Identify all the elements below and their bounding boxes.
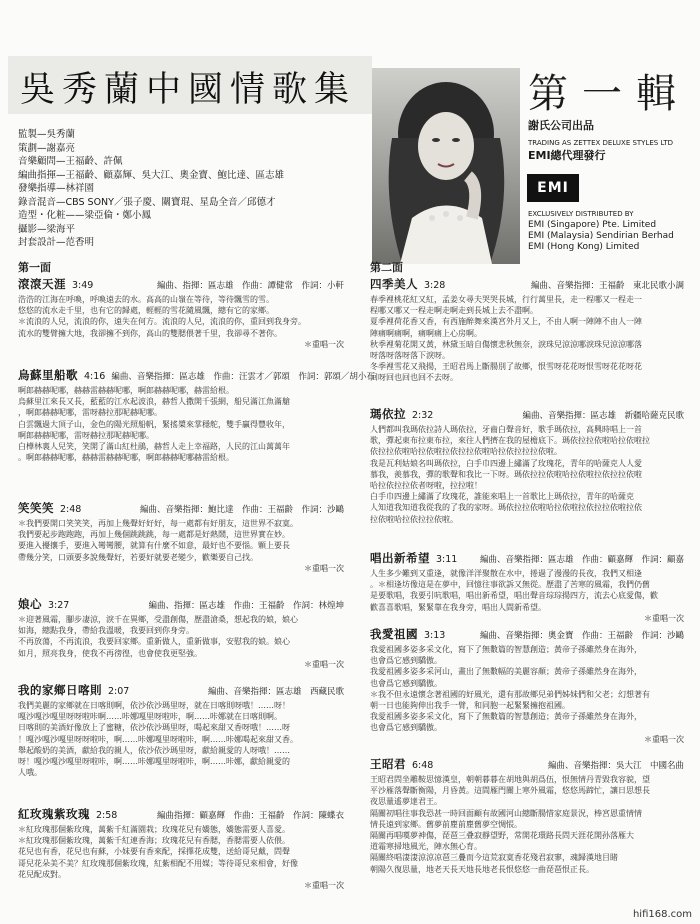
- lyric-line: 白樺林裏人兒笑，笑開了滿山紅杜鵑，赫哲人走上幸福路，人民的江山萬萬年: [18, 442, 290, 452]
- song-block: [370, 756, 684, 875]
- song-header: [370, 276, 684, 292]
- lyric-line: 流水的雙臂擁大地，我卻擁不到你，高山的雙腮偎著千里，我卻尋不著你。: [18, 328, 282, 338]
- lyric-line: 王昭君問坐雕鞍思憶漢皇，朝朝暮暮在胡地與胡爲伍，恨無情丹青毀我容貌，望: [370, 775, 650, 784]
- publisher-en: TRADING AS ZETTEX DELUXE STYLES LTD: [528, 139, 674, 147]
- song-header: [18, 500, 344, 516]
- song-title: 笑笑笑: [18, 501, 54, 515]
- lyric-line: 呀！嘎沙嘎沙嘎里呀啦咔，啊……咔娜嘎里呀啦咔，啊……咔娜，獻給親愛的: [18, 757, 290, 767]
- song-credits: 編曲、指揮：區志雄 作曲：譚健常 作詞：小軒: [156, 281, 344, 291]
- song-block: [370, 276, 684, 384]
- lyric-line: 呀落呀落呀落下淚呀。: [370, 351, 450, 361]
- lyric-line: 悠悠的流水走千里，也有它的歸處，輕輕的雪花隨風飄，總有它的家鄉。: [18, 306, 274, 316]
- lyric-line: 舉起酸奶的美酒，獻給我的親人，依沙依沙瑪里呀，獻給親愛的人呀哦！……: [18, 745, 290, 755]
- watermark: hifi168.com: [632, 909, 692, 920]
- song-credits: 編曲、音樂指揮：王福齡 東北民歌小調: [530, 281, 684, 291]
- lyric-line: 我是瓦利姑娘名叫瑪依拉，白手巾四邊上繡滿了玫瑰花，青年的哈薩克人人愛: [370, 458, 642, 468]
- repeat-note: ＊重唱一次: [644, 734, 684, 744]
- song-title: 烏蘇里船歌: [18, 368, 78, 382]
- lyric-line: 我們美麗的家鄉就在日喀則啊，依沙依沙瑪里呀，就在日喀則呀哦！……呀！: [18, 701, 290, 710]
- lyric-line: ，啊郎赫赫呢哪，雷呀赫拉那呢赫呢哪。: [18, 408, 162, 418]
- distrib-label: EXCLUSIVELY DISTRIBUTED BY: [528, 210, 634, 218]
- song-duration: 2:32: [412, 410, 434, 421]
- song-duration: 2:07: [108, 686, 130, 697]
- song-block: [18, 682, 344, 778]
- song-block: [18, 367, 375, 463]
- lyric-line: 白雲飄過大頂子山，金色的陽光照船帆，緊搖槳來掌穩舵，雙手贏得豐收年，: [18, 419, 290, 429]
- song-title: 娘心: [18, 597, 42, 611]
- singer-photo: [372, 68, 520, 264]
- song-duration: 3:49: [72, 280, 94, 291]
- lyric-line: 。啊郎赫赫呢哪，赫赫雷赫赫呢哪，啊郎赫赫呢哪赫雷給根。: [18, 453, 234, 463]
- emi-logo: EMI: [527, 174, 579, 202]
- song-credits: 編曲、音樂指揮：區志雄 西藏民歌: [207, 687, 344, 697]
- repeat-note: ＊重唱一次: [304, 339, 344, 349]
- credit-line: 錄音混音—CBS SONY／張子慶、關寶琨、星島全音／邱德才: [18, 196, 276, 208]
- lyric-line: 道霜寒掃地風光，陣水無心育。: [370, 842, 482, 852]
- song-duration: 4:16: [84, 371, 106, 382]
- lyric-line: 情長遠到家鄉。舊夢前塵前塵舊夢空惆悵。: [370, 819, 522, 829]
- credit-line: 音樂顧問—王福齡、許佩: [18, 156, 123, 167]
- song-lyrics: [18, 385, 344, 463]
- lyric-line: 也會爲它感到驕傲。: [370, 656, 442, 666]
- lyric-line: 如海，總點我身，帶給我溫暖，我要回到你身旁。: [18, 626, 194, 636]
- song-lyrics: [370, 774, 684, 875]
- song-block: [370, 406, 684, 525]
- lyric-line: 浩浩的江海在呼喚，呼喚遠去的水。高高的山嶺在等待，等待飄雪的雪。: [18, 295, 274, 304]
- song-title: 我的家鄉日喀則: [18, 683, 102, 697]
- lyric-line: 冬季裡雪花又飛揚，王昭君馬上斷腸別了故鄉，恨雪呀花花呀恨雪呀花花呀花: [370, 362, 642, 372]
- lyric-line: 帶幾分笑，口頭要多說幾聲好，若要好就要老變少，歡樂要自己找。: [18, 552, 258, 562]
- song-credits: 編曲、音樂指揮：區志雄 作曲：顧嘉輝 作詞：顧嘉: [479, 555, 684, 565]
- lyric-line: ＊紅玫瑰那個紫玫瑰，萬紫千紅連香海；玫瑰花兒有香腮，香腮需要人依偎。: [18, 836, 290, 846]
- publisher-agent: EMI總代理發行: [528, 149, 606, 162]
- lyric-line: 夏季裡荷花香又香，有西施醉舞來漢宮外月又上，不由人啊一陣陣不由人一陣: [370, 317, 642, 327]
- lyric-line: 啊郎赫赫呢哪，雷呀赫拉那呢赫呢哪。: [18, 430, 154, 440]
- lyric-line: 嘎沙嘎沙嘎里呀呀啦咔啊……咔娜嘎里呀啦咔，啊……咔娜就在日喀則啊。: [18, 712, 282, 722]
- song-title: 唱出新希望: [370, 551, 430, 565]
- lyric-line: 人生多少難到又重逢，就像洋洋聚散在水中，捲過了漫漫的長夜，我們又相逢: [370, 569, 642, 578]
- repeat-note: ＊重唱一次: [304, 881, 344, 891]
- song-credits: 編曲、音樂指揮：吳大江 中國名曲: [547, 761, 684, 771]
- lyric-line: 春季裡桃花紅又紅，孟姜女尋夫哭哭長城，行行萬里長，走一程哪又一程走一: [370, 295, 642, 304]
- song-block: [18, 596, 344, 670]
- song-header: [18, 682, 344, 698]
- song-title: 四季美人: [370, 277, 418, 291]
- lyric-line: 回呀回也回也回不去呀。: [370, 373, 458, 383]
- lyric-line: 朝陽久復思量，地老天長天地長地老長恨悠悠一曲琵琶恨正長。: [370, 864, 594, 874]
- song-lyrics: [370, 644, 684, 734]
- lyric-line: 隔關初唱往事我恐甚一時回面顧有故國河山總斷腸惜家庭景況，棒宮恩重情情: [370, 808, 642, 818]
- lyric-line: 我愛祖國多姿多采文化，寫下了無數篇的智慧創造；黃帝子孫雖然身在海外，: [370, 712, 642, 722]
- portrait-illustration: [372, 68, 520, 264]
- volume-title: 第一輯: [528, 71, 690, 117]
- lyric-line: 陣痛啊痛啊，痛啊痛上心房啊。: [370, 328, 482, 338]
- publisher-cn: 謝氏公司出品: [528, 119, 594, 132]
- lyric-line: 啊郎赫赫呢哪，赫赫雷赫赫呢哪，啊郎赫赫呢哪，赫雷給根。: [18, 386, 234, 395]
- song-block: [370, 550, 684, 624]
- lyric-line: 也會爲它感到驕傲。: [370, 678, 442, 688]
- song-header: [370, 756, 684, 772]
- song-lyrics: [18, 294, 344, 339]
- song-lyrics: [18, 700, 344, 778]
- song-title: 我愛祖國: [370, 627, 418, 641]
- lyric-line: 也會爲它感到驕傲。: [370, 723, 442, 733]
- song-block: [18, 276, 344, 350]
- song-block: [370, 626, 684, 745]
- lyric-line: ＊迎著風霜，腳步凄涼，淚千在異鄉，受盡創傷，歷盡滄桑，想起我的娘，娘心: [18, 615, 298, 624]
- song-lyrics: [18, 824, 344, 880]
- song-duration: 3:27: [48, 600, 70, 611]
- song-lyrics: [370, 424, 684, 525]
- lyric-line: 依拉拉依啦哈拉依啦拉依拉拉依啦哈拉依拉拉拉依啦。: [370, 447, 562, 457]
- song-duration: 3:28: [424, 280, 446, 291]
- repeat-note: ＊重唱一次: [644, 613, 684, 623]
- song-lyrics: [370, 568, 684, 613]
- lyric-line: 如月，照亮我身，使我不再徬徨，也會使我更堅強。: [18, 648, 202, 658]
- song-header: [18, 596, 344, 612]
- lyric-line: 歡喜喜歌唱，緊緊靠在我身旁，唱出人間新希望。: [370, 602, 546, 612]
- song-credits: 編曲、音樂指揮：奧金寶 作曲：王福齡 作詞：沙鷗: [479, 631, 684, 641]
- song-title: 滾滾天涯: [18, 277, 66, 291]
- song-duration: 3:11: [436, 554, 458, 565]
- lyric-line: 我愛祖國多姿多采河山，畫出了無數幅的美麗容顏；黃帝子孫雖然身在海外，: [370, 667, 642, 677]
- credit-line: 封套設計—范香明: [18, 237, 95, 248]
- song-credits: 編曲指揮：顧嘉輝 作曲：王福齡 作詞：陳蝶衣: [156, 811, 344, 821]
- credit-line: 策劃—謝嘉亮: [18, 142, 76, 154]
- album-title: 吳秀蘭中國情歌集: [20, 70, 357, 110]
- song-credits: 編曲、音樂指揮：鮑比達 作曲：王福齡 作詞：沙鷗: [139, 505, 344, 515]
- lyric-line: 花兒也有香，花兒也有蘇，小妹要有香來配，採擇花成雙，送給哥兒戴，問聲: [18, 847, 290, 857]
- lyric-line: 人們都叫我瑪依拉詩人瑪依拉，牙齒白聲音好，歌手瑪依拉，高興時唱上一首: [370, 425, 642, 434]
- lyric-line: 我愛祖國多姿多采文化，寫下了無數篇的智慧創造；黃帝子孫雖然身在海外，: [370, 645, 642, 654]
- song-duration: 2:58: [96, 810, 118, 821]
- song-header: [18, 367, 375, 383]
- credit-line: 造型・化粧——梁亞倫・鄭小鳳: [18, 210, 152, 221]
- song-duration: 2:48: [60, 504, 82, 515]
- song-credits: 編曲、指揮：區志雄 作曲：王福齡 作詞：林煌坤: [148, 601, 344, 611]
- lyric-line: 是要歌唱，我要引吭歌唱，唱出新希望，唱出聲音琮琮揚四方，流去心底愛傷，歡: [370, 591, 658, 601]
- distrib-line: EMI (Hong Kong) Limited: [528, 242, 640, 252]
- lyric-line: 人哦。: [18, 768, 42, 778]
- song-block: [18, 500, 344, 574]
- lyric-line: 秋季裡菊花開又黃，林黛玉暗自傷懷悲秋無奈，淚珠兒涼涼哪淚珠兒涼涼哪落: [370, 339, 642, 349]
- credits-block: [18, 128, 284, 250]
- song-title: 瑪依拉: [370, 407, 406, 421]
- lyric-line: 平沙雁落聲斷衡陽，月昏黃。這間雁門關上寒外風霜，悠悠馬蹄忙，讓日思想長: [370, 786, 650, 796]
- lyric-line: 哈拉依拉拉依者呀啦，拉拉啦！: [370, 481, 482, 491]
- lyric-line: 不再放蕩，不再流浪，我要回家鄉。重新做人，重新做事，安慰我的娘。娘心: [18, 637, 290, 647]
- song-header: [18, 806, 344, 822]
- lyric-line: 隔關再唱嘆夢神傷，琵琶三叠寂靜望野，常開花環路長問天涯花開孙落雁大: [370, 831, 634, 841]
- lyric-line: ＊紅玫瑰那個紫玫瑰，萬紫千紅滿園栽；玫瑰花兒有嬌態，嬌態需要人喜愛。: [18, 825, 290, 834]
- lyric-line: 烏蘇里江來長又長，藍藍的江水起波浪，赫哲人撒開千張網，船兒滿江魚滿艙: [18, 397, 290, 407]
- lyric-line: 人知道我知道我從我的了我的家呀。瑪依拉拉依啦哈拉依啦拉依拉拉依啦拉依: [370, 503, 642, 513]
- lyric-line: ＊我們要開口笑笑笑，再加上幾聲好好好，每一處都有好朋友，這世界不寂寞。: [18, 519, 298, 528]
- credit-line: 編曲指揮—王福齡、顧嘉輝、吳大江、奧金寶、鮑比達、區志雄: [18, 169, 285, 181]
- song-header: [370, 550, 684, 566]
- lyric-line: 。＊相逢坊像這是在夢中，回憶往事欲訴又無從。歷盡了苦寒的風霜，我們仍舊: [370, 580, 650, 590]
- song-block: [18, 806, 344, 891]
- credit-line: 發樂指導—林祥園: [18, 183, 95, 194]
- lyric-line: 花兒配成對。: [18, 869, 66, 879]
- song-lyrics: [370, 294, 684, 384]
- lyric-line: 哥兒花朵美不美？紅玫瑰那個紫玫瑰，紅紫相配不用媒；等待哥兒來相會，好像: [18, 858, 298, 868]
- lyric-line: 隔關終唱淒淒涼涼凉琶三疊而今這荒寂寞香花殘君寂寥，魂歸漢地目睹: [370, 853, 618, 863]
- distrib-line: EMI (Malaysia) Sendirian Berhad: [528, 231, 674, 241]
- credit-line: 攝影—梁海平: [18, 223, 76, 235]
- lyric-line: 日喀則的美酒好像放上了蜜糖，依沙依沙瑪里呀，喝起來甜又香呀哦！……呀: [18, 723, 290, 733]
- song-duration: 6:48: [412, 760, 434, 771]
- lyric-line: 朝一日也能夠伸出我手一臂，和同胞一起緊緊擁抱祖國。: [370, 701, 570, 711]
- song-header: [370, 626, 684, 642]
- credit-line: 監製—吳秀蘭: [18, 129, 76, 140]
- lyric-line: 程哪又哪又一程走啊走啊走到長城上去不盡啊。: [370, 306, 538, 316]
- song-duration: 3:13: [424, 630, 446, 641]
- song-credits: 編曲、音樂指揮：區志雄 作曲：汪雲才／郭頌 作詞：郭頌／胡小石: [111, 372, 375, 382]
- lyric-line: ＊流浪的人兒，流浪的你，遠失在何方。流浪的人兒，流浪的你，重回到我身旁。: [18, 317, 306, 327]
- repeat-note: ＊重唱一次: [304, 659, 344, 669]
- lyric-line: 慕我，羨慕我，彈的歌聲和我比一下呀。瑪依拉拉依啦哈拉依啦拉依拉拉依啦: [370, 469, 642, 479]
- lyric-line: 拉依啦哈拉依拉拉依啦。: [370, 514, 458, 524]
- lyric-line: 夜思量遙夢達君王。: [370, 797, 442, 807]
- side1-heading: 第一面: [18, 261, 51, 274]
- lyric-line: 我們要起步跑跑跑，再加上幾個跳跳跳，每一處都是好熱鬧，這世界實在妙。: [18, 530, 290, 540]
- lyric-line: 要進入擾攘手，要進入彎彎腰，就算有什麼不如意，最好也不要惱。顆上要長: [18, 541, 290, 551]
- lyric-line: 歌，彈起東布拉東布拉，來往人們擠在我的屋檐底下。瑪依拉拉依啦哈拉依啦拉: [370, 436, 650, 446]
- song-lyrics: [18, 614, 344, 659]
- repeat-note: ＊重唱一次: [304, 563, 344, 573]
- song-header: [18, 276, 344, 292]
- lyric-line: 白手巾四邊上繡滿了玫瑰花，誰能來唱上一首歌比上瑪依拉，青年的哈薩克: [370, 492, 634, 502]
- song-title: 王昭君: [370, 757, 406, 771]
- distrib-line: EMI (Singapore) Pte. Limited: [528, 220, 657, 230]
- lyric-line: ！嘎沙嘎沙嘎里呀呀啦咔，啊……咔娜嘎里呀啦咔，啊……咔娜喝起來甜又香。: [18, 734, 298, 744]
- side2-heading: 第二面: [370, 261, 403, 274]
- lyric-line: ＊我不但永遠懷念著祖國的好風光，還有那故鄉兒弟們姊妹們和父老；幻想著有: [370, 689, 650, 699]
- song-header: [370, 406, 684, 422]
- song-title: 紅玫瑰紫玫瑰: [18, 807, 90, 821]
- song-credits: 編曲、音樂指揮：區志雄 新疆哈薩克民歌: [522, 411, 684, 421]
- song-lyrics: [18, 518, 344, 563]
